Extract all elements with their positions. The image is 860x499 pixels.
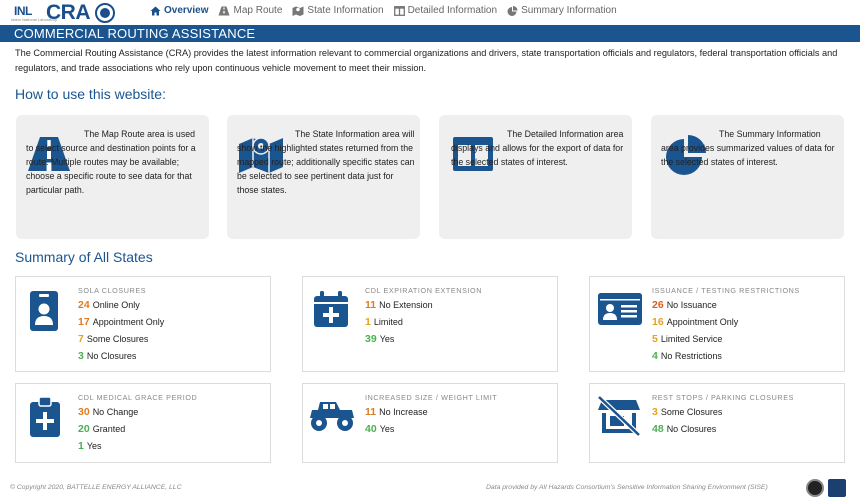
summary-label: Granted xyxy=(92,424,126,434)
calendar-plus-icon xyxy=(314,291,348,327)
inl-logo xyxy=(8,2,58,24)
nav-detailed-information[interactable] xyxy=(394,5,498,16)
how-card-summary-information-text: The Summary Information area provides summarized values of data for the selected states of interest. xyxy=(661,129,835,167)
summary-value: 7 xyxy=(78,333,84,345)
summary-value: 48 xyxy=(652,423,664,435)
summary-card-sola-closures xyxy=(15,276,271,372)
summary-value: 11 xyxy=(365,299,377,311)
summary-row xyxy=(78,350,136,362)
road-icon xyxy=(218,6,230,16)
summary-row xyxy=(78,440,102,452)
nav-state-information[interactable] xyxy=(292,5,383,16)
nav-overview[interactable] xyxy=(150,5,208,16)
summary-value: 20 xyxy=(78,423,90,435)
summary-label: No Closures xyxy=(86,351,137,361)
summary-row xyxy=(652,350,722,362)
nav-map-route[interactable] xyxy=(218,5,282,16)
columns-icon xyxy=(394,6,405,16)
how-to-use-heading: How to use this website: xyxy=(15,86,166,102)
summary-row xyxy=(78,423,125,435)
summary-label: Limited xyxy=(373,317,403,327)
summary-value: 39 xyxy=(365,333,377,345)
nav-detailed-information-label: Detailed Information xyxy=(407,5,498,16)
summary-card-cdl-expiration-extension xyxy=(302,276,558,372)
summary-row xyxy=(365,423,394,435)
dhs-seal-icon[interactable] xyxy=(806,479,824,497)
how-card-state-information xyxy=(227,115,420,239)
how-card-detailed-information-text: The Detailed Information area displays and allows for the export of data for the selected states of interest. xyxy=(451,129,624,167)
summary-row xyxy=(365,406,428,418)
summary-value: 1 xyxy=(78,440,84,452)
summary-row xyxy=(78,316,164,328)
store-slash-icon xyxy=(596,396,642,436)
summary-label: No Closures xyxy=(666,424,717,434)
summary-label: Yes xyxy=(86,441,102,451)
data-source-note: Data provided by All Hazards Consortium's Sensitive Information Sharing Environment (SISE) xyxy=(486,484,768,491)
how-card-map-route-text: The Map Route area is used to select source and destination points for a route. Multiple routes may be available; choose a specific route to see data for that particular path. xyxy=(26,129,196,195)
footer xyxy=(0,476,860,499)
summary-value: 3 xyxy=(652,406,658,418)
summary-value: 3 xyxy=(78,350,84,362)
summary-row xyxy=(78,299,140,311)
summary-label: Yes xyxy=(379,334,395,344)
summary-row xyxy=(365,299,433,311)
map-icon xyxy=(292,6,304,16)
pie-chart-icon xyxy=(507,6,518,16)
summary-value: 16 xyxy=(652,316,664,328)
summary-label: No Increase xyxy=(379,407,428,417)
copyright: © Copyright 2020, BATTELLE ENERGY ALLIANCE, LLC xyxy=(10,484,182,491)
dot-seal-icon xyxy=(95,3,115,23)
summary-value: 5 xyxy=(652,333,658,345)
summary-row xyxy=(652,333,722,345)
summary-row xyxy=(365,333,394,345)
summary-row xyxy=(652,316,738,328)
how-card-state-information-text: The State Information area will show the highlighted states returned from the mapped route; additionally specific states can be selected to see pertinent data just for those states. xyxy=(237,129,415,195)
summary-value: 4 xyxy=(652,350,658,362)
monster-truck-icon xyxy=(308,398,356,432)
summary-card-rest-stops-parking-closures xyxy=(589,383,845,463)
summary-label: Some Closures xyxy=(660,407,723,417)
intro-text: The Commercial Routing Assistance (CRA) provides the latest information relevant to commercial organizations and drivers, state transportation officials and regulators, federal transportation officials and regulators, and trade associations who rely upon continuous vehicle movement to meet their mission. xyxy=(15,48,838,73)
summary-card-title: SOLA CLOSURES xyxy=(78,286,147,295)
summary-card-issuance-testing-restrictions xyxy=(589,276,845,372)
summary-value: 40 xyxy=(365,423,377,435)
summary-row xyxy=(78,333,148,345)
summary-row xyxy=(652,423,716,435)
page-banner: COMMERCIAL ROUTING ASSISTANCE xyxy=(0,25,860,42)
nav-overview-label: Overview xyxy=(164,5,209,16)
how-card-detailed-information xyxy=(439,115,632,239)
inl-logo-subtext: Idaho National Laboratory xyxy=(11,17,58,22)
nav-state-information-label: State Information xyxy=(307,5,384,16)
summary-value: 11 xyxy=(365,406,377,418)
inl-logo-text: INL xyxy=(14,4,32,18)
top-navigation xyxy=(0,0,860,25)
how-card-summary-information xyxy=(651,115,844,239)
summary-value: 26 xyxy=(652,299,664,311)
summary-heading: Summary of All States xyxy=(15,249,153,265)
id-card-icon xyxy=(598,293,642,325)
summary-label: Some Closures xyxy=(86,334,149,344)
summary-card-title: INCREASED SIZE / WEIGHT LIMIT xyxy=(365,393,498,402)
summary-label: Appointment Only xyxy=(92,317,165,327)
summary-label: No Issuance xyxy=(666,300,717,310)
logo[interactable] xyxy=(8,1,115,25)
summary-label: No Extension xyxy=(379,300,433,310)
summary-value: 17 xyxy=(78,316,90,328)
nav-links xyxy=(150,5,627,16)
summary-label: Yes xyxy=(379,424,395,434)
medical-clipboard-icon xyxy=(30,397,60,437)
cra-logo-text: CRA xyxy=(46,1,90,24)
nav-summary-information-label: Summary Information xyxy=(521,5,617,16)
id-badge-icon xyxy=(30,291,58,331)
nav-map-route-label: Map Route xyxy=(233,5,283,16)
summary-value: 24 xyxy=(78,299,90,311)
summary-card-increased-size-weight-limit xyxy=(302,383,558,463)
how-card-map-route xyxy=(16,115,209,239)
summary-card-title: ISSUANCE / TESTING RESTRICTIONS xyxy=(652,286,800,295)
summary-label: Online Only xyxy=(92,300,140,310)
summary-label: Appointment Only xyxy=(666,317,739,327)
summary-card-title: REST STOPS / PARKING CLOSURES xyxy=(652,393,795,402)
summary-value: 1 xyxy=(365,316,371,328)
summary-value: 30 xyxy=(78,406,90,418)
summary-label: No Restrictions xyxy=(660,351,722,361)
summary-card-title: CDL EXPIRATION EXTENSION xyxy=(365,286,483,295)
summary-card-cdl-medical-grace-period xyxy=(15,383,271,463)
summary-card-title: CDL MEDICAL GRACE PERIOD xyxy=(78,393,198,402)
summary-row xyxy=(78,406,138,418)
summary-row xyxy=(652,406,722,418)
nav-summary-information[interactable] xyxy=(507,5,617,16)
sise-logo-icon[interactable] xyxy=(828,479,846,497)
summary-label: Limited Service xyxy=(660,334,723,344)
home-icon xyxy=(150,6,161,16)
summary-row xyxy=(652,299,717,311)
summary-label: No Change xyxy=(92,407,139,417)
summary-row xyxy=(365,316,403,328)
